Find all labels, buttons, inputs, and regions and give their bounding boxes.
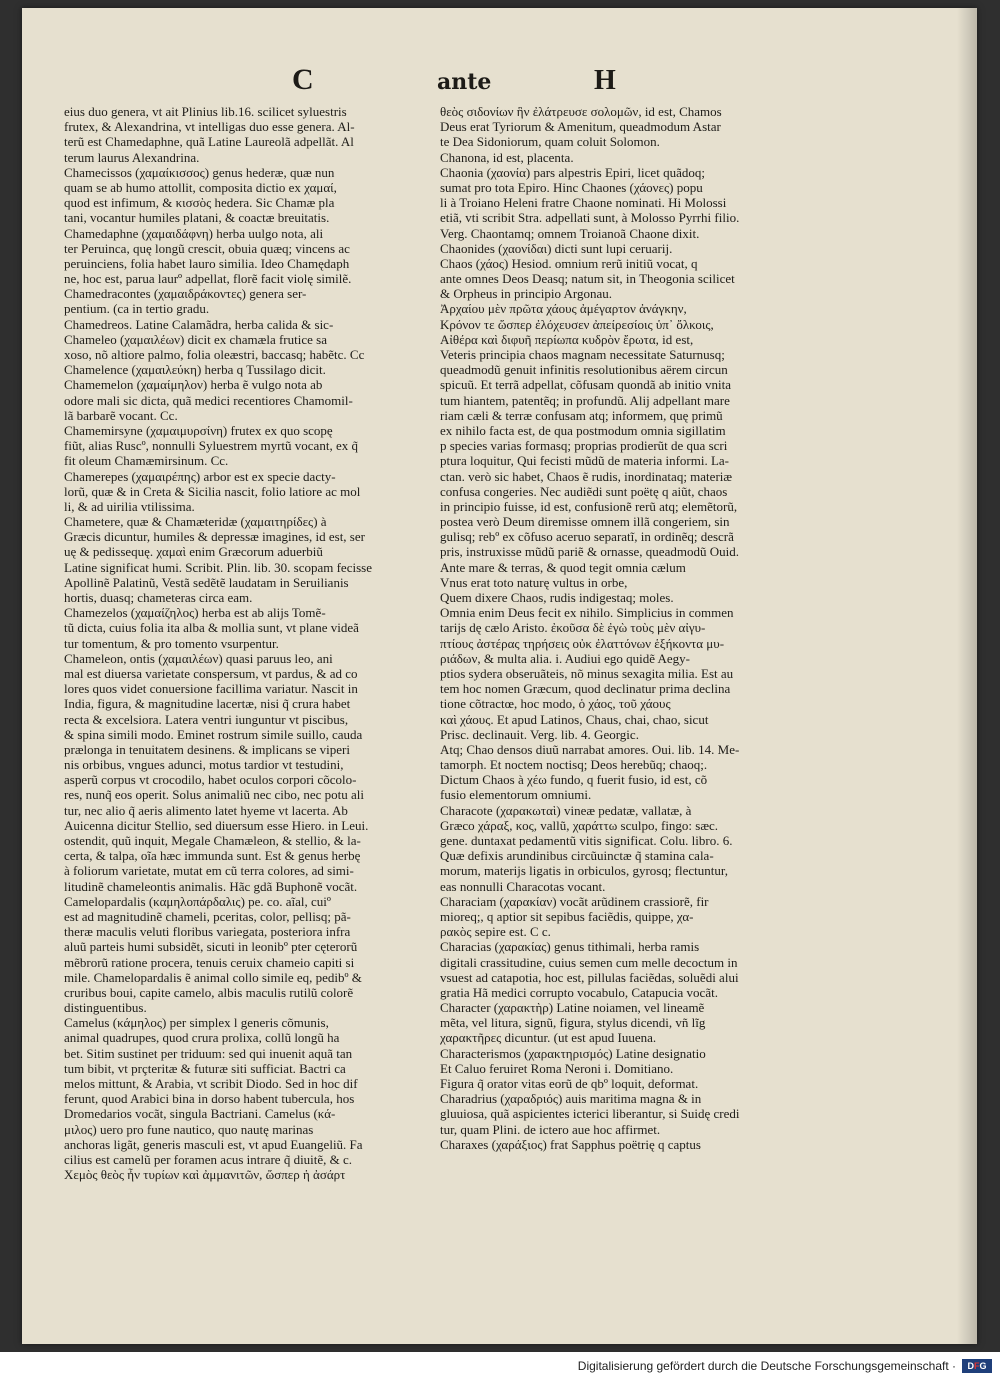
text-line: tem hoc nomen Græcum, quod declinatur prima declina [440, 681, 731, 697]
text-line: Veteris principia chaos magnam necessitate Saturnusq; [440, 347, 725, 362]
text-line: theræ maculis veluti floribus variegata, posteriora infra [64, 924, 351, 940]
text-line: Characterismos (χαρακτηρισμός) Latine designatio [440, 1045, 706, 1061]
text-line: litudinẽ chameleontis animalis. Hãc gdã Buphonẽ vocãt. [64, 878, 358, 894]
text-line: & spina simili modo. Eminet rostrum simile suillo, cauda [64, 726, 363, 742]
text-line: Deus erat Tyriorum & Amenitum, queadmodum Astar [440, 119, 721, 135]
text-line: ne, hoc est, parua laurº adpellat, florẽ facit violę similẽ. [64, 271, 352, 287]
text-line: animal quadrupes, quod crura prolixa, collũ longũ ha [64, 1030, 340, 1046]
text-line: prælonga in tenuitatem desinens. & implicans se viperi [64, 741, 350, 757]
text-line: eius duo genera, vt ait Plinius lib.16. scilicet syluestris [64, 104, 347, 119]
text-line: India, figura, & magnitudine lacertæ, nisi q̃ crura habet [64, 696, 351, 712]
text-line: uę & pedissequę. χαμαὶ enim Græcorum aduerbiũ [64, 544, 323, 560]
text-line: morum, materijs ligatis in orbiculos, gyrosq; flectuntur, [440, 863, 728, 879]
text-line: Chaonia (χαονία) pars alpestris Epiri, licet quãdoq; [440, 164, 705, 180]
text-line: Chamemelon (χαμαίμηλον) herba ẽ vulgo nota ab [64, 377, 323, 393]
text-line: hortis, duasq; chameteras circa eam. [64, 590, 253, 605]
text-line: recta & excelsiora. Latera ventri iunguntur vt piscibus, [64, 711, 349, 727]
text-line: Et Caluo feruiret Roma Neroni i. Domitiano. [440, 1060, 674, 1076]
text-line: Vnus erat toto naturę vultus in orbe, [440, 574, 628, 590]
text-line: Character (χαρακτὴρ) Latine noiamen, vel lineamẽ [440, 1000, 705, 1016]
text-line: Charaxes (χαράξιος) frat Sapphus poëtrię q captus [440, 1136, 701, 1152]
text-line: Camelopardalis (καμηλοπάρδαλις) pe. co. aĩal, cuiº [64, 893, 331, 909]
text-line: Chamezelos (χαμαίζηλος) herba est ab alijs Tomẽ- [64, 605, 326, 621]
text-line: Ἀρχαίου μὲν πρῶτα χάους ἀμέγαρτον ἀνάγκην, [440, 301, 687, 317]
text-line: tum bibit, vt prçteritæ & futuræ siti sufficiat. Bactri ca [64, 1060, 346, 1076]
text-line: terũ est Chamedaphne, quã Latine Laureolã adpellãt. Al [64, 134, 354, 150]
text-line: vsuest ad catapotia, hoc est, pillulas faciẽdas, soluẽdi alui [440, 969, 739, 985]
text-line: Omnia enim Deus fecit ex nihilo. Simplicius in commen [440, 605, 734, 621]
text-line: ριάδων, & multa alia. i. Audiui ego quidẽ Aegy- [440, 650, 691, 666]
text-line: μιλος) uero pro fune nautico, quo nautę marinas [64, 1121, 314, 1137]
text-line: Quem dixere Chaos, rudis indigestaq; moles. [440, 590, 674, 605]
text-line: Chamedracontes (χαμαιδράκοντες) genera ser- [64, 286, 307, 302]
text-line: fusio elementorum omniumi. [440, 787, 592, 803]
text-line: tione cõtractœ, hoc modo, ὁ χάος, τοῦ χάους [440, 696, 671, 712]
text-line: mile. Chamelopardalis ẽ animal collo simile eq, pedibº & [64, 969, 362, 985]
text-line: confusa congeries. Nec audiẽdi sunt poëtę q aiũt, chaos [440, 483, 728, 499]
text-line: in principio fuisse, id est, confusionẽ rerũ atq; elemẽtorũ, [440, 498, 738, 514]
text-line: ostendit, quũ inquit, Megale Chamæleon, & stellio, & la- [64, 833, 361, 848]
text-line: & Orpheus in principio Argonau. [440, 286, 612, 302]
text-line: mẽbrorũ ratione procera, tenuis ceruix chameio capiti si [64, 954, 355, 970]
text-line: Characiam (χαρακίαν) vocãt arũdinem crassiorẽ, fir [440, 893, 709, 909]
text-line: Camelus (κάμηλος) per simplex l generis cõmunis, [64, 1015, 329, 1031]
text-line: quam se ab humo attollit, composita dictio ex χαμαί, [64, 179, 337, 195]
text-line: queadmodũ genuit infinitis resolutionibus aërem circun [440, 362, 728, 378]
text-line: Verg. Chaontamq; omnem Troianoã Chaone dixit. [440, 225, 700, 241]
text-line: Latine significat humi. Scribit. Plin. lib. 30. scopam fecisse [64, 559, 372, 575]
text-line: Dictum Chaos à χέω fundo, q fuerit fusio, id est, cõ [440, 772, 708, 788]
funding-notice: Digitalisierung gefördert durch die Deutsche Forschungsgemeinschaft · [577, 1359, 956, 1373]
text-line: Chamedreos. Latine Calamãdra, herba calida & sic- [64, 316, 334, 332]
header-letter-right: H [594, 65, 616, 96]
text-line: xoso, nõ altiore palmo, folia oleæstri, baccasq; habẽtc. Cc [64, 347, 365, 362]
text-line: Characote (χαρακωταὶ) vineæ pedatæ, vallatæ, à [440, 802, 692, 818]
text-line: gratia Hã medici corrupto vocabulo, Catapucia vocãt. [440, 984, 718, 1000]
text-line: Chameleo (χαμαιλέων) dicit ex chamæla frutice sa [64, 331, 327, 347]
text-line: frutex, & Alexandrina, vt intelligas duo esse genera. Al- [64, 119, 355, 135]
text-line: certa, & talpa, oĩa hæc immunda sunt. Est & genus herbę [64, 848, 361, 864]
text-line: Chameleon, ontis (χαμαιλέων) quasi paruus leo, ani [64, 650, 333, 666]
text-line: tur, quam Plini. de ictero aue hoc affirmet. [440, 1121, 661, 1137]
text-line: p species varias formasq; proprias prodierũt de qua scri [440, 438, 728, 454]
text-line: Χεμὸς θεὸς ἦν τυρίων καὶ ἀμμανιτῶν, ὥσπερ ἡ ἀσάρτ [64, 1167, 346, 1183]
text-line: lores quos videt conuersione facillima variatur. Nascit in [64, 681, 358, 697]
text-line: digitali crassitudine, cuius semen cum melle decoctum in [440, 954, 738, 970]
page-edge-shadow [957, 8, 977, 1344]
text-line: peruinciens, folia habet lauro similia. Ideo Chamędaph [64, 255, 350, 271]
text-line: odore mali sic dicta, quã medici recentiores Chamomil- [64, 392, 353, 408]
text-line: ter Peruinca, quę longũ crescit, obuia quæq; vincens ac [64, 240, 350, 256]
text-line: Figura q̃ orator vitas eorũ de qbº loquit, deformat. [440, 1076, 699, 1091]
text-line: mal est diuersa varietate conspersum, vt pardus, & ad co [64, 665, 358, 681]
text-line: pris, instruxisse mũdũ pariẽ & ornasse, queadmodũ Ouid. [440, 544, 739, 560]
text-line: terum laurus Alexandrina. [64, 149, 200, 165]
text-line: Quæ defixis arundinibus circũuinctæ q̃ stamina cala- [440, 848, 714, 864]
left-text-column [64, 104, 432, 1182]
text-line: postea verò Deum diremisse omnem illã congeriem, sin [440, 514, 730, 530]
text-line: tũ dicta, cuius folia ita alba & mollia sunt, vt plane videã [64, 620, 359, 636]
text-line: θεὸς σιδονίων ἣν ἐλάτρευσε σολομῶν, id est, Chamos [440, 104, 722, 119]
text-line: Chamemirsyne (χαμαιμυρσίνη) frutex ex quo scopę [64, 422, 333, 438]
text-line: Chamecissos (χαμαίκισσος) genus hederæ, quæ nun [64, 164, 335, 180]
text-line: Atq; Chao densos diuũ narrabat amores. Oui. lib. 14. Me- [440, 741, 740, 757]
text-line: est ad magnitudinẽ chameli, pceritas, color, pellisq; pã- [64, 908, 351, 924]
text-line: pentium. (ca in tertio gradu. [64, 301, 210, 317]
dfg-logo-icon: DFG [962, 1359, 992, 1373]
text-line: etiã, vti scribit Stra. adpellati sunt, à Molosso Pyrrhi filio. [440, 210, 740, 226]
text-line: sumat pro tota Epiro. Hinc Chaones (χάονες) popu [440, 179, 703, 195]
text-line: Apollinẽ Palatinũ, Vestã sedẽtẽ laudatam in Seruilianis [64, 574, 349, 590]
text-line: nis orbibus, vngues adunci, motus tardior vt testudini, [64, 757, 344, 773]
text-line: mioreq;, q aptior sit sepibus faciẽdis, quippe, χα- [440, 908, 694, 924]
text-line: asperũ corpus vt crocodilo, habet oculos corpori cõcolo- [64, 772, 357, 788]
text-line: te Dea Sidoniorum, quam coluit Solomon. [440, 134, 660, 150]
text-line: gulisq; rebº ex cõfuso aceruo separatĩ, in ordinẽq; descrã [440, 529, 734, 545]
text-line: tur tomentum, & pro tomento vsurpentur. [64, 635, 279, 651]
text-line: Prisc. declinauit. Verg. lib. 4. Georgic. [440, 726, 639, 742]
text-line: tarijs dę cælo Aristo. ἐκοῦσα δὲ ἐγὼ τοὺς μὲν αἰγυ- [440, 620, 706, 636]
right-text-column [440, 104, 820, 1152]
text-line: πτίους ἀστέρας τηρήσεις οὐκ ἐλαττόνων ἑξήκοντα μυ- [440, 635, 725, 651]
text-line: eas nonnulli Characotas vocant. [440, 878, 606, 894]
text-line: ptios sydera obseruãteis, nõ minus sexagita milia. Est au [440, 665, 734, 681]
text-line: fit oleum Chamæmirsinum. Cc. [64, 453, 229, 469]
text-line: Chanona, id est, placenta. [440, 149, 574, 165]
text-line: Græcis dicuntur, humiles & depressæ imagines, id est, ser [64, 529, 365, 545]
text-line: tani, vocantur humiles platani, & coactæ breuitatis. [64, 210, 330, 226]
text-line: Chaonides (χαονίδαι) dicti sunt lupi ceruarij. [440, 240, 673, 256]
header-word-ante: ante [437, 69, 492, 95]
text-line: distinguentibus. [64, 1000, 147, 1016]
text-line: res, nunq̃ eos operit. Solus animaliũ nec cibo, nec potu ali [64, 787, 365, 803]
text-line: Dromedarios vocãt, singula Bactriani. Camelus (κά- [64, 1106, 336, 1122]
text-line: cilius est camelũ per foramen acus intrare q̃ diuitẽ, & c. [64, 1151, 353, 1167]
text-line: riam cæli & terræ confusam atq; informem, quę primũ [440, 407, 723, 423]
text-line: Græco χάραξ, κος, vallũ, χαράττω sculpo, fingo: sæc. [440, 817, 719, 833]
text-line: lorũ, quæ & in Creta & Sicilia nascit, folio latiore ac mol [64, 483, 361, 499]
text-line: gluuiosa, quã aspicientes icterici liberantur, si Suidę credi [440, 1106, 740, 1122]
text-line: cruribus boui, capite camelo, albis maculis rutilũ colorẽ [64, 984, 354, 1000]
text-line: ctan. verò sic habet, Chaos ẽ rudis, inordinataq; materiæ [440, 468, 733, 484]
text-line: mẽta, vel litura, signũ, figura, stylus dicendi, vñ lĩg [440, 1015, 706, 1031]
text-line: bet. Sitim sustinet per triduum: sed qui inuenit aquã tan [64, 1045, 353, 1061]
text-line: χαρακτῆρες dicuntur. (ut est apud Iuuena. [440, 1030, 657, 1046]
text-line: ante omnes Deos Deasq; natum sit, in Theogonia scilicet [440, 271, 735, 287]
text-line: ρακὸς sepire est. C c. [440, 924, 551, 940]
text-line: Auicenna dicitur Stellio, sed diuersum esse Hiero. in Leui. [64, 817, 369, 833]
text-line: li à Troiano Heleni fratre Chaone nominati. Hi Molossi [440, 195, 727, 211]
text-line: Chaos (χάος) Hesiod. omnium rerũ initiũ vocat, q [440, 255, 698, 271]
text-line: Chametere, quæ & Chamæteridæ (χαμαιτηρίδες) à [64, 514, 327, 530]
text-line: aluũ parteis humi subsidẽt, sicuti in leonibº pter cęterorũ [64, 939, 358, 955]
text-line: Αἰθέρα καὶ διφυῆ περίωπα κυδρὸν ἔρωτα, id est, [440, 331, 694, 347]
scanned-page [22, 8, 977, 1344]
text-line: spicuũ. Et terrã adpellat, cõfusam quondã ab initio vnita [440, 377, 731, 393]
text-line: Characias (χαρακίας) genus tithimali, herba ramis [440, 939, 700, 955]
text-line: Chamedaphne (χαμαιδάφνη) herba uulgo nota, ali [64, 225, 324, 241]
text-line: li, & ad uirilia vtilissima. [64, 498, 195, 514]
text-line: anchoras ligãt, generis masculi est, vt apud Euangeliũ. Fa [64, 1136, 363, 1152]
text-line: ex nihilo facta est, de qua postmodum omnia sigillatim [440, 422, 726, 438]
running-header [22, 63, 977, 103]
text-line: Chamerepes (χαμαιρέπης) arbor est ex specie dacty- [64, 468, 336, 484]
text-line: tum hiantem, patentẽq; in profundũ. Alij adpellant mare [440, 392, 730, 408]
text-line: Ante mare & terras, & quod tegit omnia cælum [440, 559, 686, 575]
text-line: quod est infimum, & κισσὸς hedera. Sic Chamæ pla [64, 195, 335, 211]
text-line: tamorph. Et noctem noctisq; Deos herebũq; chaoq;. [440, 757, 708, 773]
text-line: gene. duntaxat pedamentũ vitis significat. Colu. libro. 6. [440, 833, 733, 848]
text-line: Charadrius (χαραδριός) auis maritima magna & in [440, 1091, 702, 1107]
footer-bar [0, 1352, 1000, 1380]
text-line: ptura loquitur, Qui fecisti mũdũ de materia informi. La- [440, 453, 730, 469]
text-line: Chamelence (χαμαιλεύκη) herba q Tussilago dicit. [64, 362, 326, 378]
header-letter-left: C [292, 63, 314, 96]
text-line: καὶ χάους. Et apud Latinos, Chaus, chai, chao, sicut [440, 711, 709, 727]
text-line: melos mittunt, & Arabia, vt scribit Diodo. Sed in hoc dif [64, 1076, 358, 1091]
text-line: ferunt, quod Arabici bina in dorso habent tubercula, hos [64, 1091, 355, 1107]
text-line: à foliorum varietate, mutat em cũ terra colores, ad simi- [64, 863, 354, 879]
text-line: fiũt, alias Ruscº, nonnulli Syluestrem myrtũ vocant, ex q̃ [64, 438, 358, 454]
text-line: tur, nec alio q̃ aeris alimento latet hyeme vt lacerta. Ab [64, 802, 348, 818]
text-line: Κρόνον τε ὥσπερ ἐλόχευσεν ἀπείρεσίοις ὑπ᾽ ὄλκοις, [440, 316, 714, 332]
text-line: lã barbarẽ vocant. Cc. [64, 407, 178, 423]
